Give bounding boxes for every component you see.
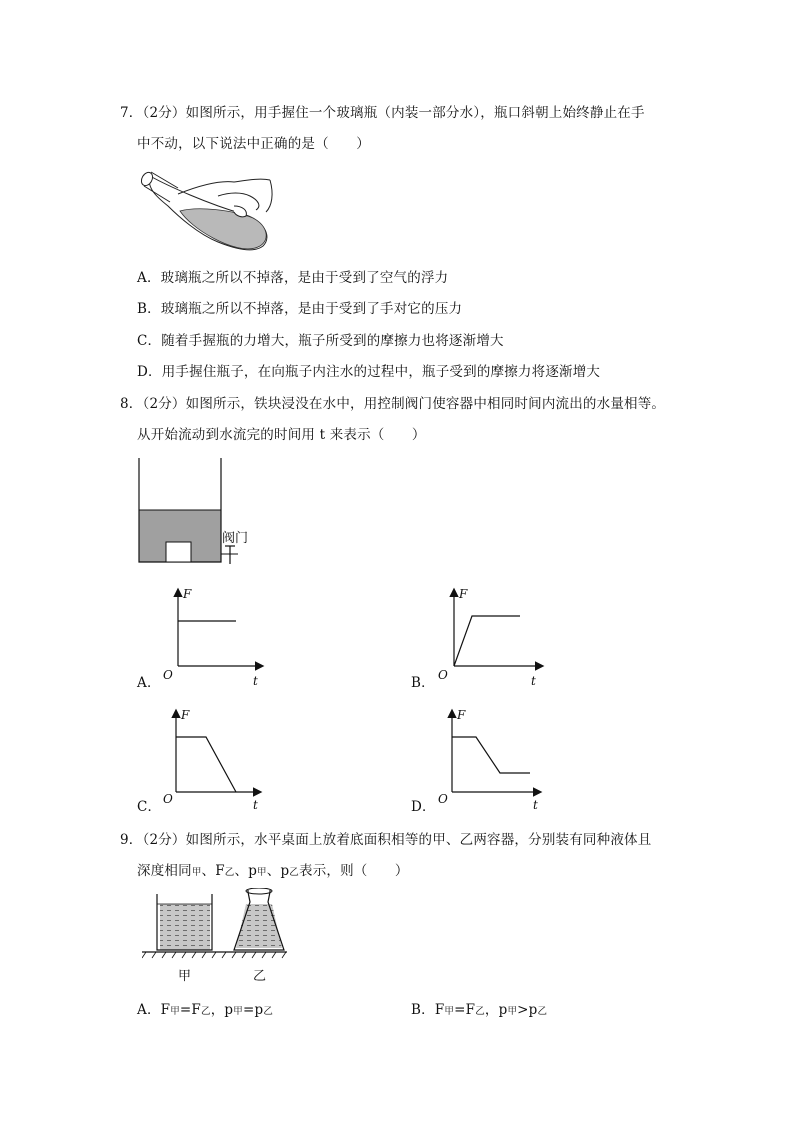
q8-stem-line1: 8．（2分）如图所示，铁块浸没在水中，用控制阀门使容器中相同时间内流出的水量相等。 (120, 396, 666, 412)
graph-a-x-label: t (253, 674, 258, 688)
q7-option-d: D．用手握住瓶子，在向瓶子内注水的过程中，瓶子受到的摩擦力将逐渐增大 (137, 364, 601, 380)
graph-b-letter: B． (411, 675, 435, 691)
graph-d-curve (452, 737, 530, 773)
graph-d (432, 707, 547, 813)
graph-c-x-label: t (253, 798, 258, 812)
graph-c-y-label: F (181, 708, 190, 722)
q9-option-a: A．F甲=F乙，p甲=p乙 (137, 1002, 274, 1018)
q7-option-b: B．玻璃瓶之所以不掉落，是由于受到了手对它的压力 (137, 301, 463, 317)
container-figure (136, 458, 256, 568)
q9-stem-line2: 深度相同甲、F乙、p甲、p乙表示，则（ ） (137, 863, 409, 879)
graph-a-origin: O (163, 668, 173, 682)
graph-b-y-label: F (459, 587, 468, 601)
q9-stem-line1: 9．（2分）如图所示，水平桌面上放着底面积相等的甲、乙两容器，分别装有同种液体且 (120, 832, 652, 848)
graph-d-letter: D． (411, 799, 436, 815)
label-jia: 甲 (178, 969, 192, 984)
q7-option-c: C．随着手握瓶的力增大，瓶子所受到的摩擦力也将逐渐增大 (137, 333, 504, 349)
graph-b-x-label: t (531, 674, 536, 688)
graph-d-y-label: F (457, 708, 466, 722)
graph-a-letter: A． (137, 675, 161, 691)
graph-c-curve (176, 737, 236, 792)
q7-stem-line1: 7．（2分）如图所示，用手握住一个玻璃瓶（内装一部分水），瓶口斜朝上始终静止在手 (120, 105, 645, 121)
bottle-in-hand-figure (138, 166, 278, 256)
valve-label: 阀门 (222, 531, 249, 546)
graph-b-origin: O (438, 668, 448, 682)
iron-block (166, 542, 191, 562)
containers-figure (142, 888, 287, 960)
q7-stem-line2: 中不动，以下说法中正确的是（ ） (137, 136, 370, 152)
graph-c-letter: C． (137, 799, 162, 815)
q8-stem-line2: 从开始流动到水流完的时间用 t 来表示（ ） (137, 427, 426, 443)
graph-d-origin: O (438, 792, 448, 806)
graph-b-curve (454, 616, 520, 666)
graph-d-x-label: t (533, 798, 538, 812)
q7-option-a: A．玻璃瓶之所以不掉落，是由于受到了空气的浮力 (137, 270, 449, 286)
label-yi: 乙 (253, 969, 267, 984)
graph-c-origin: O (163, 792, 173, 806)
q9-option-b: B．F甲=F乙，p甲>p乙 (411, 1002, 548, 1018)
graph-a-y-label: F (183, 587, 192, 601)
